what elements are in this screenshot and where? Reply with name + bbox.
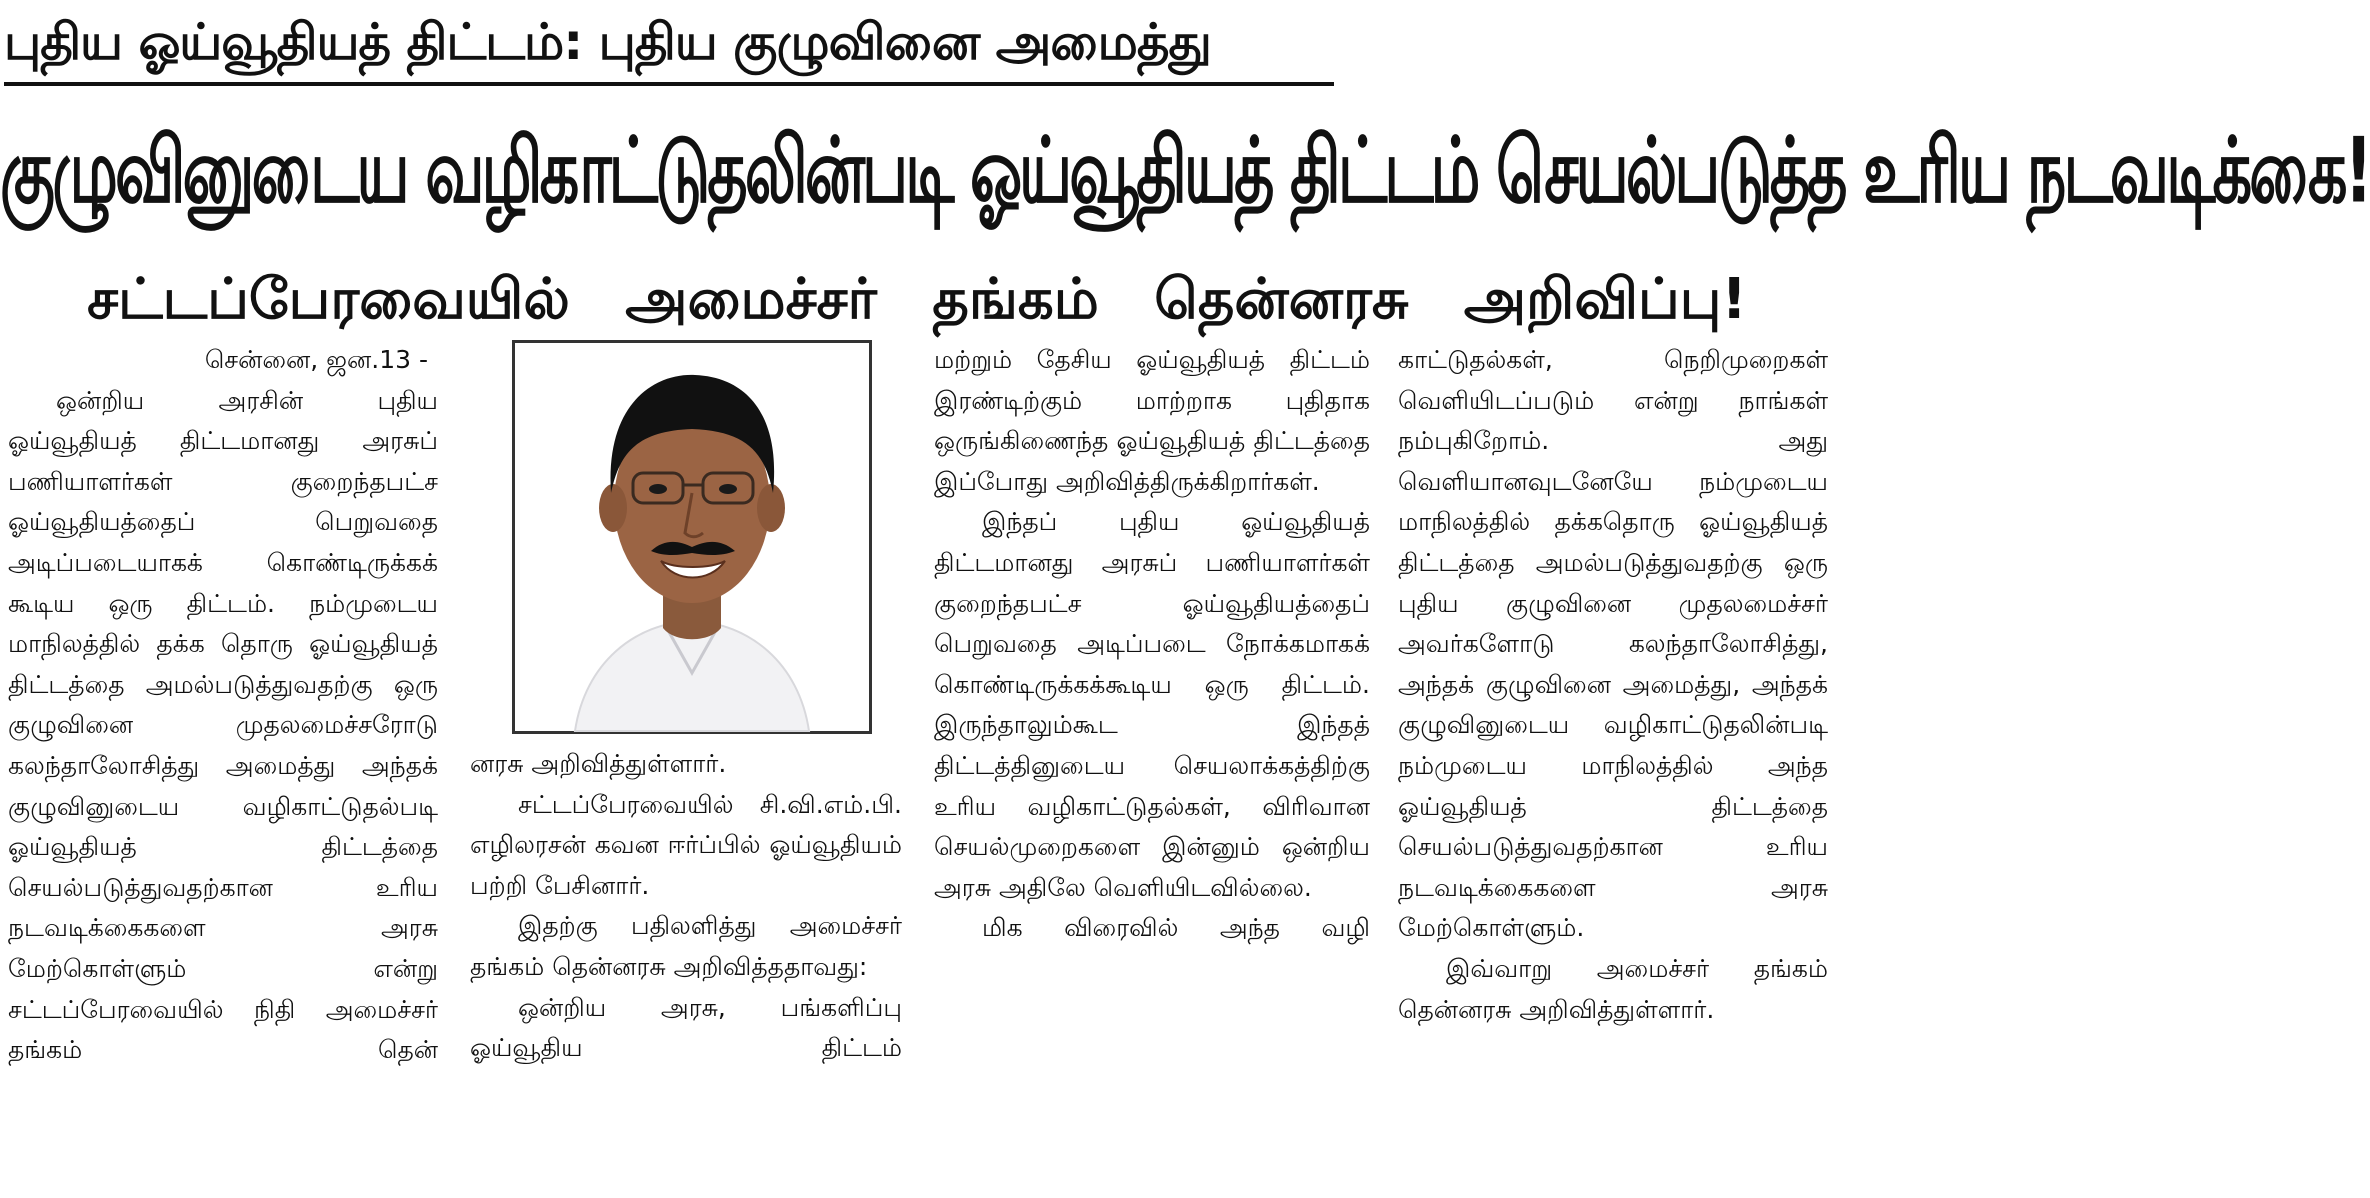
paragraph: காட்டுதல்கள், நெறிமுறைகள் வெளியிடப்படும் என்று நாங்கள் நம்புகிறோம். அது வெளியானவுடனேயே நம்முடைய மாநிலத்தில் தக்கதொரு ஓய்வூதியத் திட்டத்தை அமல்படுத்துவதற்கு ஒரு புதிய குழுவினை முதலமைச்சர் அவர்களோடு கலந்தாலோசித்து, அந்தக் குழுவினை அமைத்து, அந்தக் குழுவினுடைய வழிகாட்டுதலின்படி நம்முடைய மாநிலத்தில் அந்த ஓய்வூதியத் திட்டத்தை செயல்படுத்துவதற்கான உரிய நடவடிக்கைகளை அரசு மேற்கொள்ளும். [1398, 345, 1828, 943]
portrait-image [515, 343, 869, 731]
paragraph: மற்றும் தேசிய ஓய்வூதியத் திட்டம் இரண்டிற்கும் மாற்றாக புதிதாக ஒருங்கிணைந்த ஓய்வூதியத் திட்டத்தை இப்போது அறிவித்திருக்கிறார்கள். [934, 345, 1370, 496]
paragraph: இவ்வாறு அமைச்சர் தங்கம் தென்னரசு அறிவித்துள்ளார். [1398, 953, 1828, 1024]
article-column-2 [470, 744, 902, 1198]
paragraph: மிக விரைவில் அந்த வழி [982, 913, 1370, 943]
article-column-3 [934, 340, 1370, 1198]
paragraph: சட்டப்பேரவையில் சி.வி.எம்.பி. எழிலரசன் கவன ஈர்ப்பில் ஓய்வூதியம் பற்றி பேசினார். [470, 789, 902, 900]
paragraph: ஒன்றிய அரசின் புதிய ஓய்வூதியத் திட்டமானது அரசுப் பணியாளர்கள் குறைந்தபட்ச ஓய்வூதியத்தைப் பெறுவதை அடிப்படையாகக் கொண்டிருக்கக் கூடிய ஒரு திட்டம். நம்முடைய மாநிலத்தில் தக்க தொரு ஓய்வூதியத் திட்டத்தை அமல்படுத்துவதற்கு ஒரு குழுவினை முதலமைச்சரோடு கலந்தாலோசித்து அமைத்து அந்தக் குழுவினுடைய வழிகாட்டுதல்படி ஓய்வூதியத் திட்டத்தை செயல்படுத்துவதற்கான உரிய நடவடிக்கைகளை அரசு மேற்கொள்ளும் என்று சட்டப்பேரவையில் நிதி அமைச்சர் தங்கம் தென் [8, 385, 438, 1065]
dateline: சென்னை, ஜன.13 - [204, 345, 428, 374]
sub-headline: சட்டப்பேரவையில் அமைச்சர் தங்கம் தென்னரசு அறிவிப்பு! [87, 267, 1747, 332]
main-headline: குழுவினுடைய வழிகாட்டுதலின்படி ஓய்வூதியத் திட்டம் செயல்படுத்த உரிய நடவடிக்கை! [0, 117, 2370, 224]
article-column-1 [8, 340, 438, 1198]
paragraph: ஒன்றிய அரசு, பங்களிப்பு ஓய்வூதிய திட்டம் [470, 992, 902, 1063]
paragraph: னரசு அறிவித்துள்ளார். [470, 749, 727, 778]
minister-photo [512, 340, 872, 734]
kicker-headline: புதிய ஓய்வூதியத் திட்டம்: புதிய குழுவினை அமைத்து [4, 6, 1334, 86]
paragraph: இதற்கு பதிலளித்து அமைச்சர் தங்கம் தென்னரசு அறிவித்ததாவது: [470, 911, 902, 981]
paragraph: இந்தப் புதிய ஓய்வூதியத் திட்டமானது அரசுப் பணியாளர்கள் குறைந்தபட்ச ஓய்வூதியத்தைப் பெறுவதை அடிப்படை நோக்கமாகக் கொண்டிருக்கக்கூடிய ஒரு திட்டம். இருந்தாலும்கூட இந்தத் திட்டத்தினுடைய செயலாக்கத்திற்கு உரிய வழிகாட்டுதல்கள், விரிவான செயல்முறைகளை இன்னும் ஒன்றிய அரசு அதிலே வெளியிடவில்லை. [934, 507, 1370, 902]
article-column-4 [1398, 340, 1828, 1198]
